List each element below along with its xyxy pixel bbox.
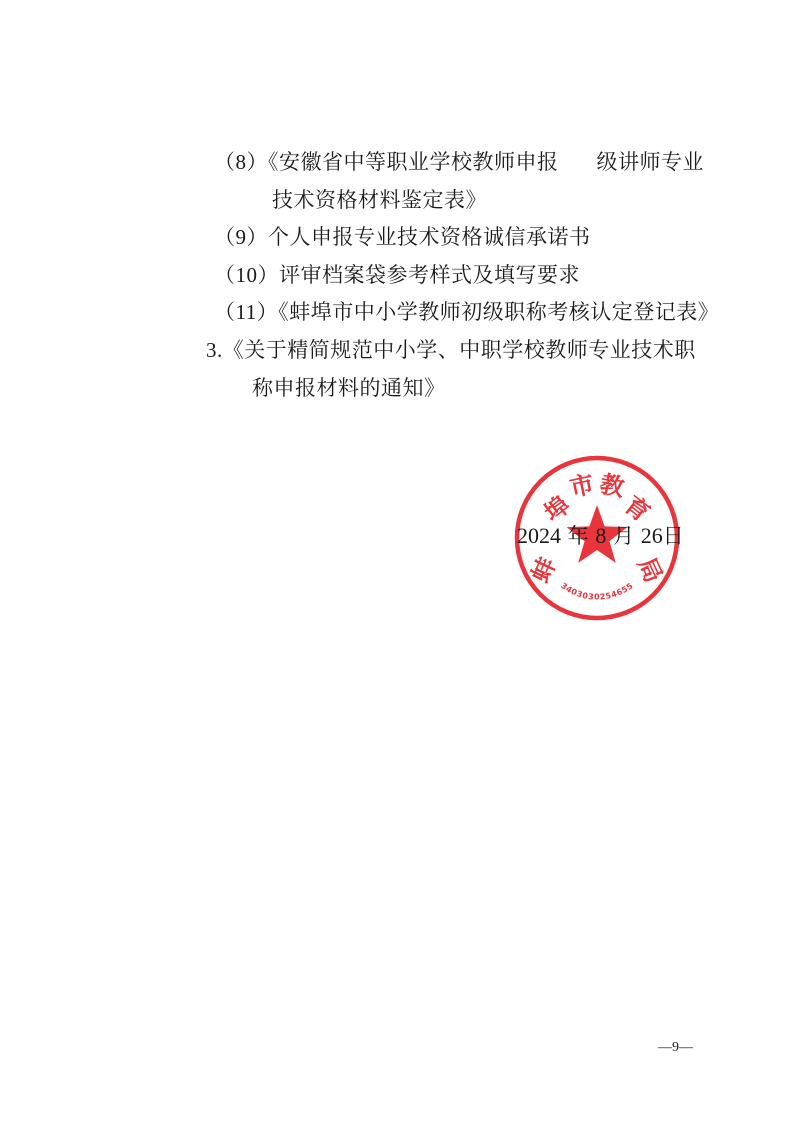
date-day-unit: 日 (662, 524, 684, 548)
seal-char-4: 教 (597, 469, 627, 503)
item-8-line-1 (214, 148, 704, 176)
item-10-line (214, 261, 580, 289)
date-month: 8 (595, 523, 607, 548)
item-10-number: （10） (214, 263, 279, 287)
item-8-title-part3: 技术资格材料鉴定表》 (272, 188, 487, 212)
item-11-number: （11） (214, 300, 279, 324)
seal-code (559, 581, 635, 602)
item-3-line-2 (252, 374, 446, 402)
item-10-title: 评审档案袋参考样式及填写要求 (279, 263, 580, 287)
item-8-line-2 (272, 186, 487, 214)
item-11-title: 《蚌埠市中小学教师初级职称考核认定登记表》 (278, 300, 720, 324)
date-year-unit: 年 (567, 524, 589, 548)
seal-char-2: 埠 (538, 490, 576, 528)
item-3-line-1 (206, 336, 696, 364)
seal-char-1: 蚌 (526, 553, 562, 587)
date-month-unit: 月 (613, 524, 635, 548)
item-11-line (214, 298, 719, 326)
item-3-title-part2: 称申报材料的通知》 (252, 376, 446, 400)
item-8-title-part2: 级讲师专业 (596, 150, 704, 174)
item-9-title: 个人申报专业技术资格诚信承诺书 (268, 225, 591, 249)
item-8-number: （8） (214, 150, 268, 174)
item-9-number: （9） (214, 225, 268, 249)
date-year: 2024 (517, 523, 561, 548)
date-day: 26 (640, 523, 663, 548)
seal-char-3: 市 (567, 469, 597, 503)
item-3-number: 3. (206, 338, 223, 362)
item-9-line (214, 223, 591, 251)
item-8-title-part1: 《安徽省中等职业学校教师申报 (268, 150, 559, 174)
seal-char-6: 局 (632, 553, 668, 587)
issue-date (517, 522, 684, 550)
page-number: —9— (658, 1040, 693, 1055)
item-3-title-part1: 《关于精简规范中小学、中职学校教师专业技术职 (222, 338, 696, 362)
seal-code-text: 3403030254655 (559, 580, 635, 602)
seal-char-5: 育 (618, 490, 656, 528)
